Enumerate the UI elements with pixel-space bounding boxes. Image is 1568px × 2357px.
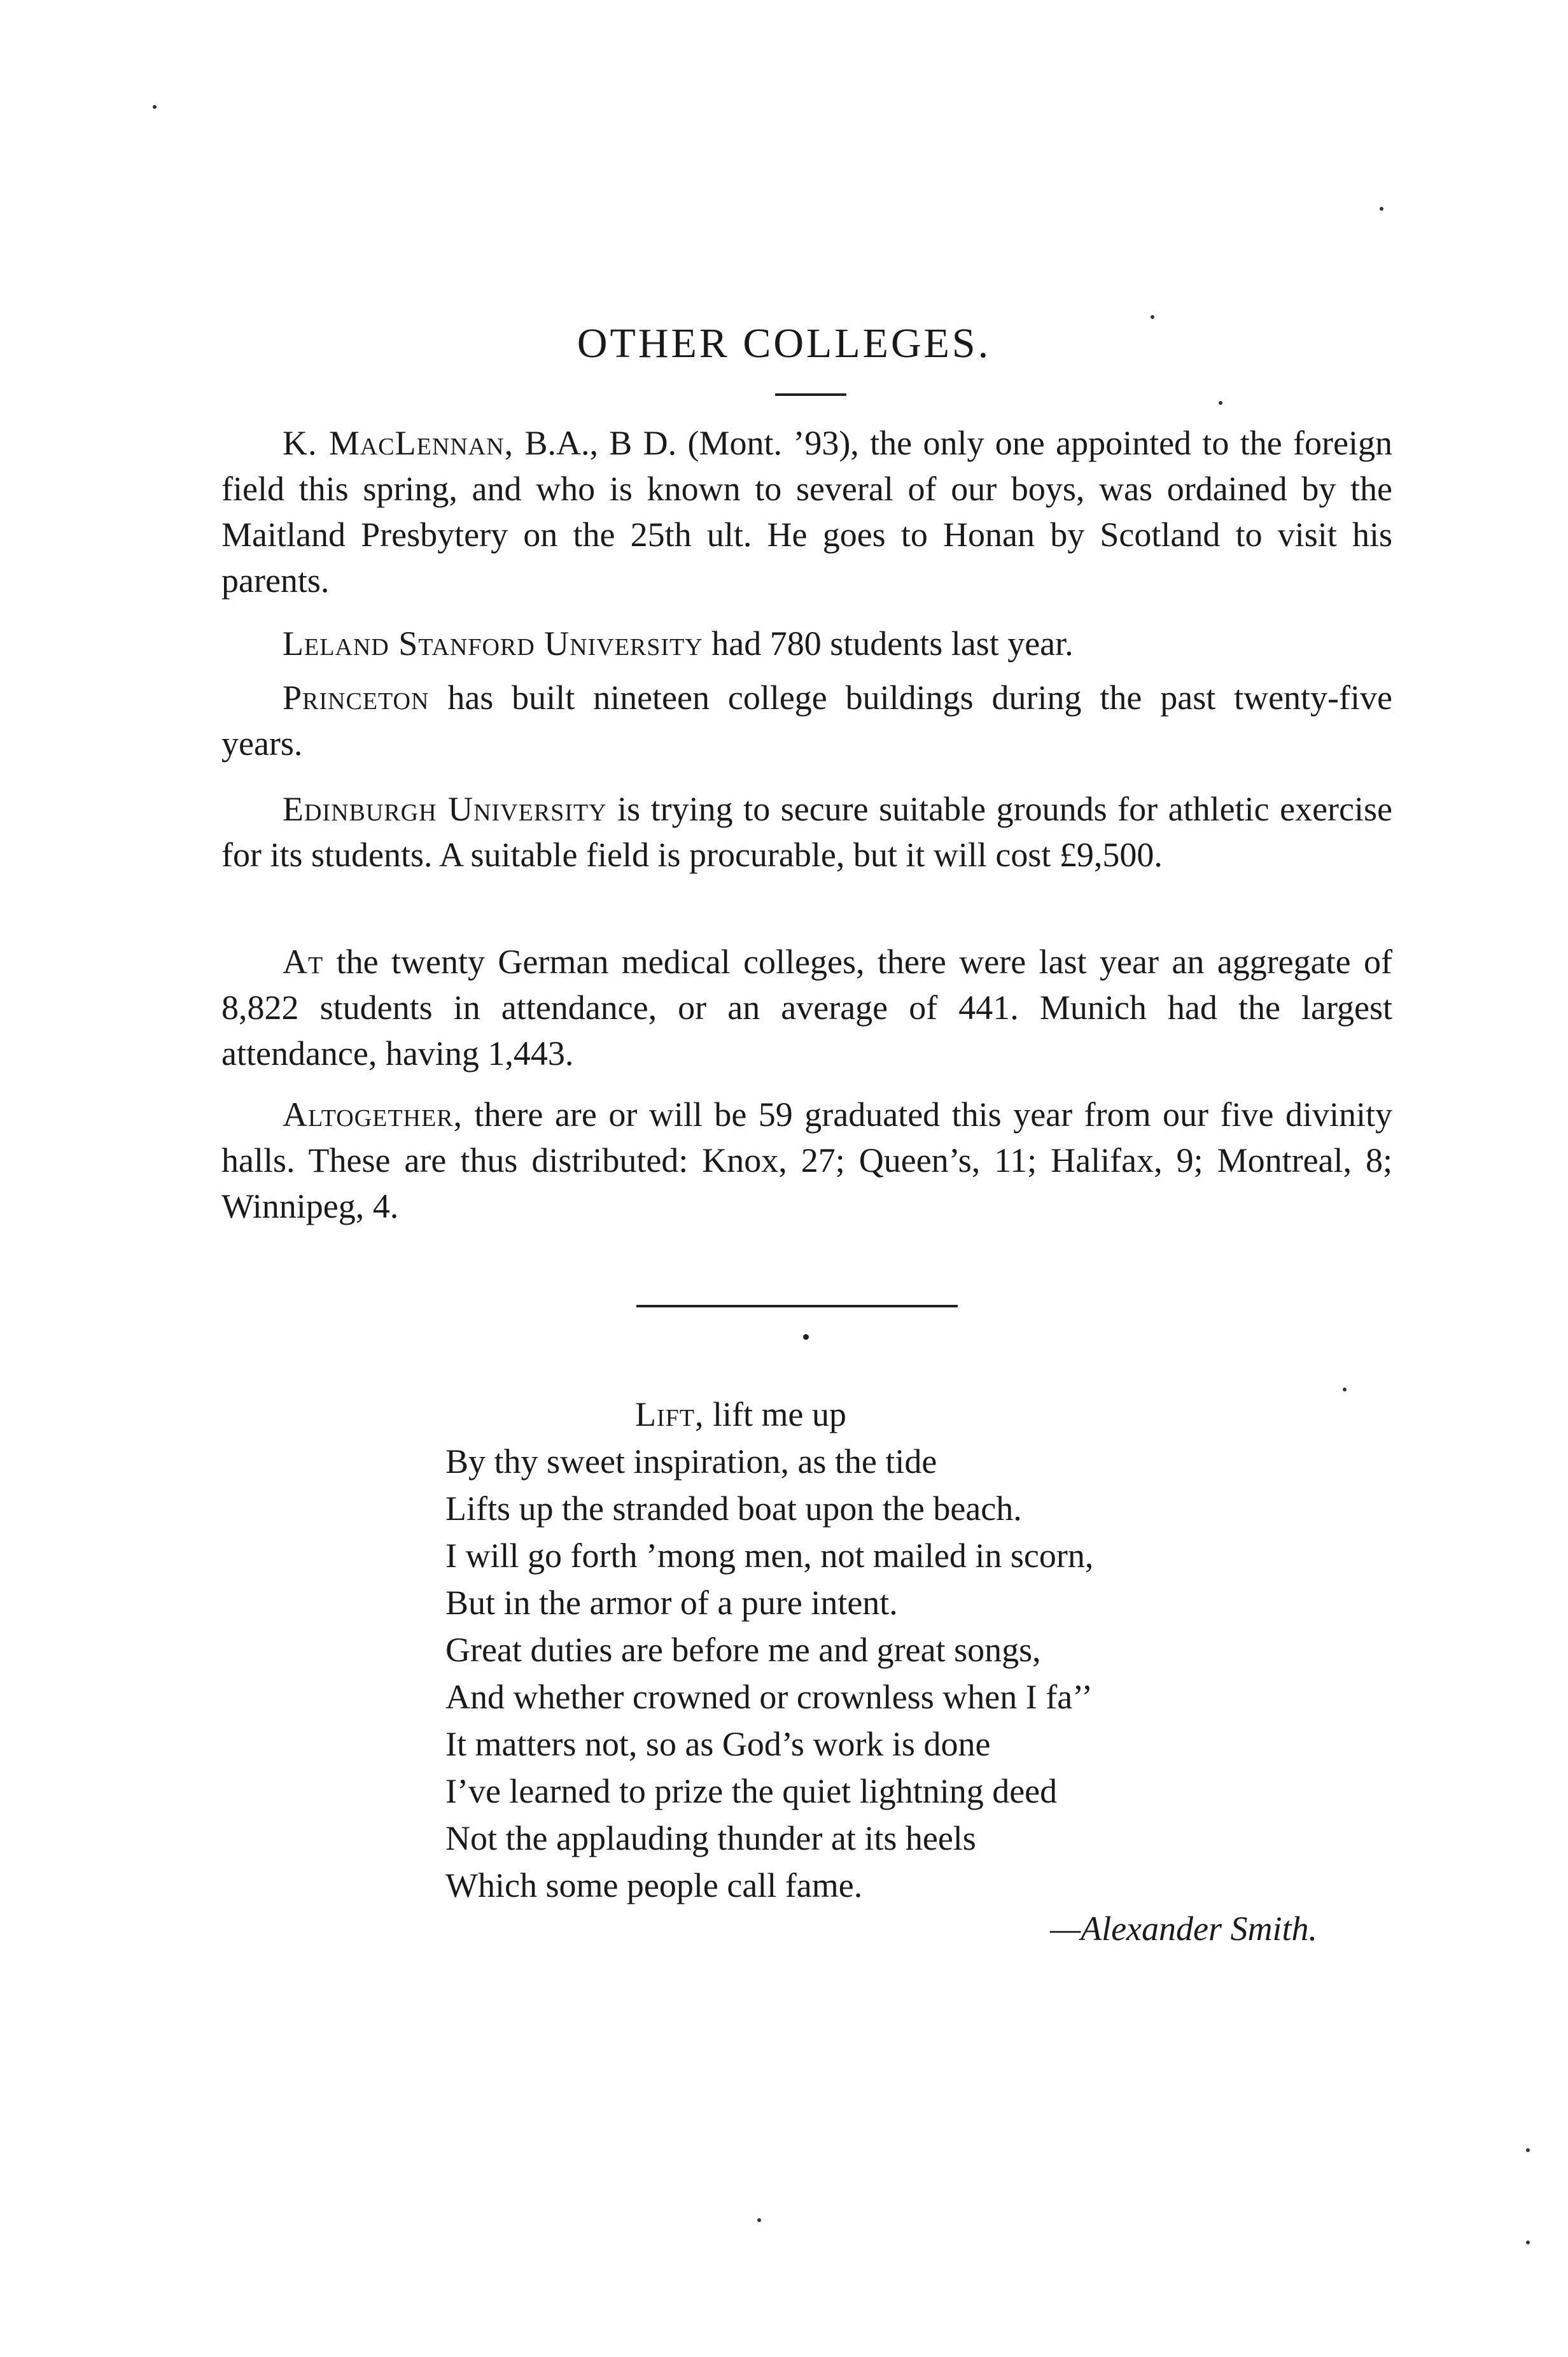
news-item-lead: At [283,943,324,981]
news-item-german-colleges [221,939,1392,1076]
poem-line: Not the applauding thunder at its heels [445,1819,976,1857]
section-divider [636,1305,958,1307]
news-item-edinburgh [221,786,1392,878]
news-items [221,420,1392,603]
poem-lead: Lift, [635,1395,704,1433]
scan-speck [1526,2241,1530,2244]
poem [445,1391,1336,1909]
news-item-text: there are or will be 59 graduated this year from our five divinity halls. These are thus distributed: Knox, 27; Queen’s, 11; Halifax, 9; Montreal, 8; Winnipeg, 4. [221,1095,1392,1225]
news-item-text: B.A., B D. (Mont. ’93), the only one appointed to the foreign field this spring, and who is known to several of our boys, was ordained by the Maitland Presbytery on the 25th ult. He goes to Honan by Scotland to visit his parents. [221,424,1392,600]
scan-speck [1151,315,1154,319]
news-item-lead: Princeton [283,679,430,717]
news-item-text: the twenty German medical colleges, there were last year an aggregate of 8,822 students in attendance, or an average of 441. Munich had the largest attendance, having 1,443. [221,943,1392,1073]
poem-line: Great duties are before me and great songs, [445,1631,1041,1669]
news-item-maclennan [221,420,1392,603]
scan-speck [1219,401,1222,405]
news-items-4 [221,786,1392,878]
news-items-5 [221,939,1392,1076]
news-items-6 [221,1092,1392,1229]
scan-speck [1343,1388,1347,1391]
news-item-princeton [221,675,1392,766]
poem-line: And whether crowned or crownless when I fa’’ [445,1678,1093,1716]
scan-speck [757,2218,761,2222]
news-item-text: is trying to secure suitable grounds for athletic exercise for its students. A suitable field is procurable, but it will cost £9,500. [221,790,1392,874]
news-item-text: has built nineteen college buildings during the past twenty-five years. [221,679,1392,763]
poem-line [445,1391,1336,1438]
news-item-lead: Leland Stanford University [283,624,703,663]
poem-first-rest: lift me up [704,1395,846,1433]
news-item-divinity-halls [221,1092,1392,1229]
poem-line: I will go forth ’mong men, not mailed in scorn, [445,1537,1094,1575]
poem-line: I’ve learned to prize the quiet lightning deed [445,1772,1058,1810]
page-title: OTHER COLLEGES. [577,320,991,367]
poem-line: By thy sweet inspiration, as the tide [445,1442,937,1481]
news-item-lead: K. MacLennan, [283,424,514,462]
poem-line: It matters not, so as God’s work is done [445,1725,991,1763]
poem-line: Lifts up the stranded boat upon the beach. [445,1489,1022,1528]
scan-speck [1526,2148,1530,2152]
poem-line: But in the armor of a pure intent. [445,1584,898,1622]
news-items-3 [221,675,1392,766]
poem-line: Which some people call fame. [445,1866,863,1904]
news-item-lead: Altogether, [283,1095,463,1134]
news-item-text: had 780 students last year. [703,624,1074,663]
news-item-lead: Edinburgh University [283,790,607,828]
news-item-stanford [221,621,1392,666]
title-rule [775,393,846,396]
scan-speck [1380,207,1383,211]
scan-speck [153,105,157,109]
poem-attribution: —Alexander Smith. [1050,1910,1317,1948]
news-items-2 [221,621,1392,666]
divider-dot [803,1334,809,1340]
